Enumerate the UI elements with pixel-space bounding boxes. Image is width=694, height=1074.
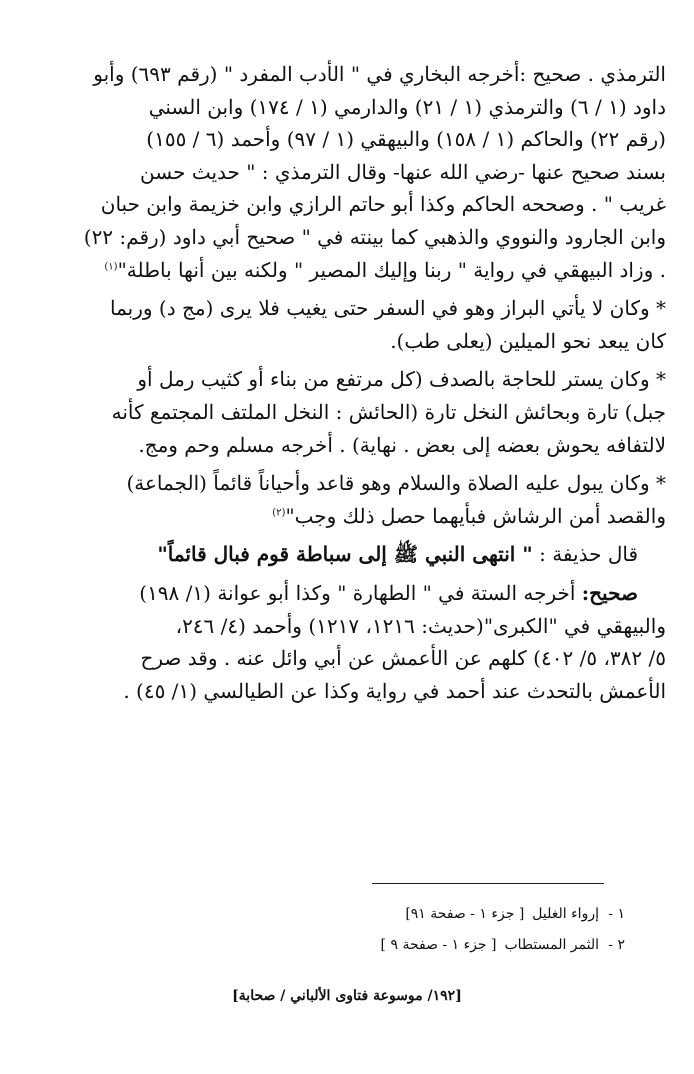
- text-line: * وكان لا يأتي البراز وهو في السفر حتى يغيب فلا يرى (مج د) وربما: [110, 296, 666, 321]
- paragraph-baraz: [30, 292, 666, 357]
- footnote-1: [330, 903, 625, 925]
- text-line: * وكان يبول عليه الصلاة والسلام وهو قاعد وأحياناً قائماً (الجماعة): [126, 471, 666, 496]
- text-line: بسند صحيح عنها -رضي الله عنها- وقال الترمذي : " حديث حسن: [140, 159, 666, 184]
- paragraph-hadith-sources: [30, 58, 666, 286]
- text-line: * وكان يستر للحاجة بالصدف (كل مرتفع من بناء أو كثيب رمل أو: [137, 367, 666, 392]
- text-line: وابن الجارود والنووي والذهبي كما بينته في " صحيح أبي داود (رقم: ٢٢): [83, 224, 666, 249]
- text-line: أخرجه الستة في " الطهارة " وكذا أبو عوانة (١/ ١٩٨): [139, 580, 582, 605]
- paragraph-standing: [30, 467, 666, 532]
- text-line: داود (١ / ٦) والترمذي (١ / ٢١) والدارمي (١ / ١٧٤) وابن السني: [148, 94, 666, 119]
- footnote-divider: [372, 883, 604, 884]
- sahih-label: صحيح:: [581, 580, 638, 605]
- paragraph-authentication: [30, 577, 666, 707]
- footnote-source: إرواء الغليل: [532, 906, 599, 922]
- text-line: (رقم ٢٢) والحاكم (١ / ١٥٨) والبيهقي (١ / ٩٧) وأحمد (٦ / ١٥٥): [146, 127, 666, 152]
- text-line: ٥/ ٣٨٢، ٥/ ٤٠٢) كلهم عن الأعمش عن أبي وائل عنه . وقد صرح: [140, 646, 666, 671]
- footnote-number: ١ -: [608, 906, 625, 922]
- text-line: الأعمش بالتحدث عند أحمد في رواية وكذا عن الطيالسي (١/ ٤٥) .: [123, 678, 666, 703]
- text-line: والبيهقي في "الكبرى"(حديث: ١٢١٦، ١٢١٧) وأحمد (٤/ ٢٤٦،: [175, 613, 666, 638]
- text-line: والقصد أمن الرشاش فبأيهما حصل ذلك وجب": [285, 503, 666, 528]
- main-text: [30, 58, 666, 707]
- footnote-number: ٢ -: [608, 937, 625, 953]
- footnote-marker: (١): [104, 260, 118, 272]
- quote-text: " انتهى النبي ﷺ إلى سباطة قوم فبال قائماً": [157, 542, 533, 567]
- page-footer: [١٩٢/ موسوعة فتاوى الألباني / صحابة]: [232, 988, 462, 1004]
- text-line: كان يبعد نحو الميلين (يعلى طب).: [390, 328, 666, 353]
- footnote-reference: [ جزء ١ - صفحة ٩١]: [405, 906, 525, 922]
- paragraph-sadaf: [30, 363, 666, 461]
- footnote-reference: [ جزء ١ - صفحة ٩ ]: [380, 937, 497, 953]
- text-line: الترمذي . صحيح :أخرجه البخاري في " الأدب المفرد " (رقم ٦٩٣) وأبو: [93, 62, 666, 86]
- footnote-marker: (٢): [272, 507, 286, 519]
- footnote-source: الثمر المستطاب: [504, 937, 599, 953]
- footnote-2: [330, 934, 625, 956]
- text-line: غريب " . وصححه الحاكم وكذا أبو حاتم الرازي وابن خزيمة وابن حبان: [100, 192, 666, 217]
- text-line: لالتفافه يحوش بعضه إلى بعض . نهاية) . أخرجه مسلم وحم ومج.: [138, 432, 666, 457]
- hudhayfah-quote: [30, 538, 666, 571]
- text-line: . وزاد البيهقي في رواية " ربنا وإليك المصير " ولكنه بين أنها باطلة": [117, 257, 666, 282]
- quote-lead: قال حذيفة :: [539, 542, 638, 567]
- text-line: جبل) تارة وبحائش النخل تارة (الحائش : النخل الملتف المجتمع كأنه: [111, 399, 666, 424]
